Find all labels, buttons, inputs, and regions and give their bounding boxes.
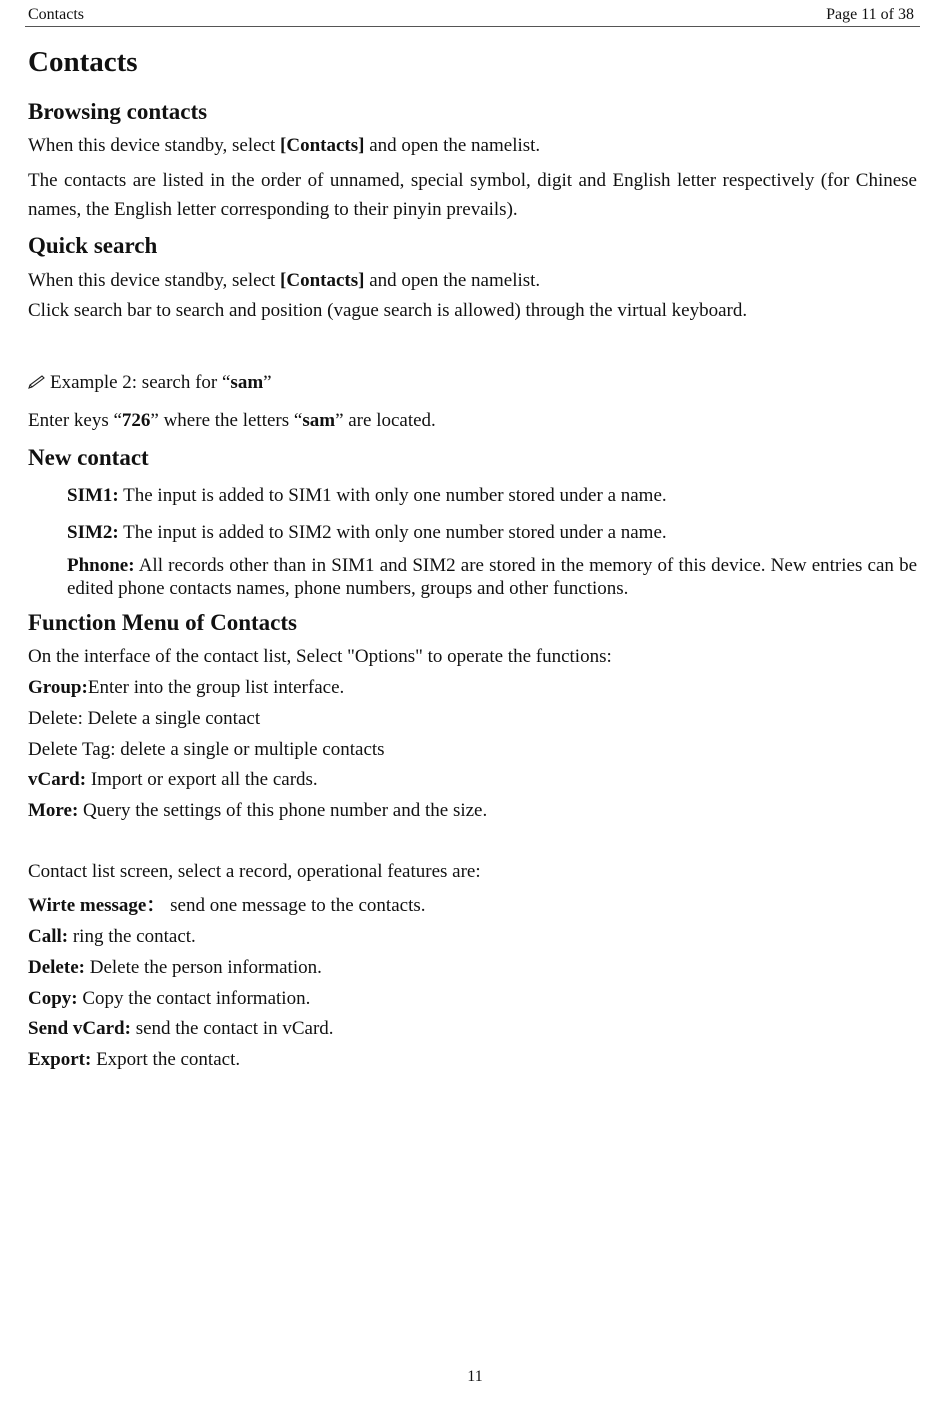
bold-run: Export: [28,1049,92,1070]
enter-keys-line [28,408,917,433]
text-run: send the contact in vCard. [130,1018,334,1039]
bold-run: Call: [28,926,69,947]
bold-run: 726 [121,410,151,431]
text-run: Delete Tag: delete a single or multiple contacts [28,739,385,760]
text-run: and open the namelist. [364,270,541,291]
page-number: 11 [467,1368,483,1385]
bold-run: Wirte message： [28,895,166,916]
bold-run: vCard: [28,769,87,790]
text-run: send one message to the contacts. [165,895,426,916]
quick-search-paragraph-1 [28,268,917,293]
browsing-paragraph-1 [28,133,917,158]
function-menu-intro: On the interface of the contact list, Select "Options" to operate the functions: [28,646,612,667]
bold-run: SIM2: [67,522,119,543]
text-run: ” where the letters “ [150,410,303,431]
text-run: Import or export all the cards. [86,769,318,790]
text-run: Delete: Delete a single contact [28,708,261,729]
text-run: Enter keys “ [28,410,122,431]
record-feature-item [28,1016,917,1041]
option-item [28,798,917,823]
text-run: Example 2: search for “ [50,372,231,393]
text-run: When this device standby, select [28,135,281,156]
text-run: When this device standby, select [28,270,281,291]
option-item [28,675,917,700]
heading-quick-search: Quick search [28,233,158,258]
text-run: The input is added to SIM2 with only one number stored under a name. [118,522,667,543]
browsing-paragraph-2: The contacts are listed in the order of unnamed, special symbol, digit and English letter respectively (for Chinese names, the English letter corresponding to their pinyin prevails). [28,170,917,220]
text-run: ring the contact. [68,926,196,947]
bold-run: More: [28,800,79,821]
bold-run: [Contacts] [280,135,365,156]
running-header [28,5,914,25]
header-divider [25,26,920,27]
text-run: Query the settings of this phone number and the size. [78,800,488,821]
bold-run: Group: [28,677,88,698]
bold-run: [Contacts] [280,270,365,291]
header-section-title: Contacts [28,6,84,23]
text-run: Export the contact. [91,1049,241,1070]
new-contact-item [67,554,917,600]
text-run: Enter into the group list interface. [87,677,345,698]
example-line [28,370,917,395]
page-title: Contacts [28,46,138,78]
record-features-intro: Contact list screen, select a record, operational features are: [28,861,481,882]
text-run: and open the namelist. [364,135,541,156]
header-page-indicator: Page 11 of 38 [826,6,914,23]
text-run: ” are located. [335,410,436,431]
pencil-icon [28,375,46,389]
text-run: Copy the contact information. [77,988,311,1009]
record-feature-item [28,986,917,1011]
new-contact-item [67,520,917,545]
heading-browsing-contacts: Browsing contacts [28,99,208,124]
quick-search-paragraph-2: Click search bar to search and position (vague search is allowed) through the virtual keyboard. [28,300,748,321]
bold-run: sam [302,410,336,431]
option-item [28,706,917,731]
text-run: Delete the person information. [84,957,322,978]
record-feature-item [28,1047,917,1072]
heading-function-menu: Function Menu of Contacts [28,610,297,635]
bold-run: Copy: [28,988,78,1009]
bold-run: Send vCard: [28,1018,131,1039]
option-item [28,737,917,762]
text-run: ” [263,372,272,393]
record-feature-item [28,893,917,918]
text-run: All records other than in SIM1 and SIM2 are stored in the memory of this device. New entries can be edited phone contacts names, phone numbers, groups and other functions. [67,555,917,599]
option-item [28,767,917,792]
text-run: The input is added to SIM1 with only one number stored under a name. [118,485,667,506]
heading-new-contact: New contact [28,445,149,470]
bold-run: SIM1: [67,485,119,506]
bold-run: sam [230,372,264,393]
record-feature-item [28,955,917,980]
bold-run: Delete: [28,957,85,978]
record-feature-item [28,924,917,949]
bold-run: Phnone: [67,555,135,576]
new-contact-item [67,483,917,508]
